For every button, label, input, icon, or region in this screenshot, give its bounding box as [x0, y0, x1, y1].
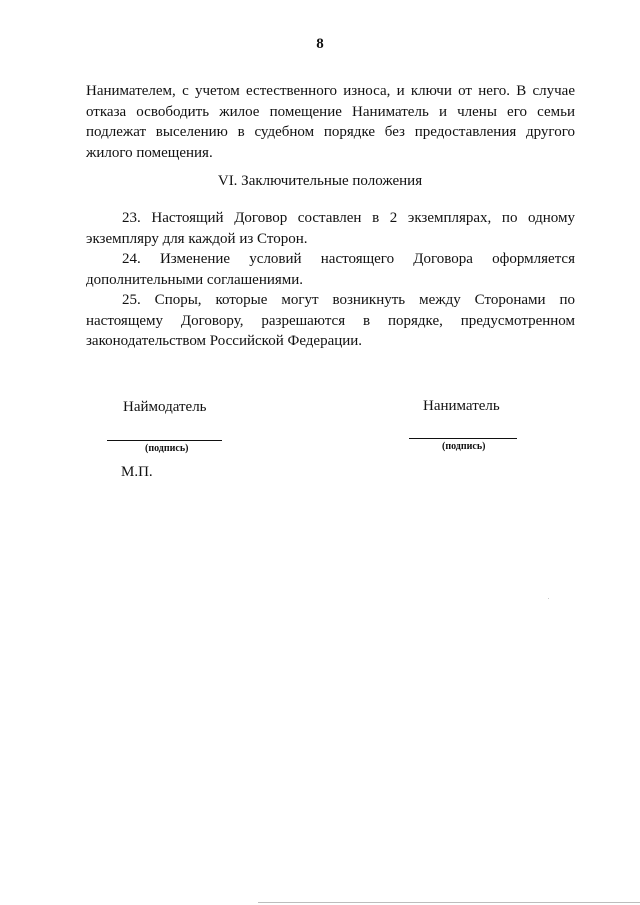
landlord-signature-caption: (подпись): [145, 443, 189, 454]
landlord-signature-line: [107, 440, 222, 441]
tenant-signature-caption: (подпись): [442, 441, 486, 452]
stamp-placeholder: М.П.: [121, 464, 153, 480]
scan-speck: [548, 598, 549, 599]
continuation-paragraph: [86, 81, 575, 163]
clause-24: 24. Изменение условий настоящего Договора оформляется дополнительными соглашениями.: [86, 251, 575, 288]
clauses-list: [86, 208, 575, 352]
scan-edge-line: [258, 902, 640, 903]
section-heading: VI. Заключительные положения: [217, 173, 423, 189]
landlord-label: Наймодатель: [123, 399, 207, 415]
tenant-signature-line: [409, 438, 517, 439]
clause-23: 23. Настоящий Договор составлен в 2 экземплярах, по одному экземпляру для каждой из Сторон.: [86, 210, 575, 247]
tenant-label: Наниматель: [423, 398, 500, 414]
continuation-text: Нанимателем, с учетом естественного износа, и ключи от него. В случае отказа освободить жилое помещение Наниматель и члены его семьи подлежат выселению в судебном порядке без предоставления другого жилого помещения.: [86, 83, 575, 161]
page-number: 8: [316, 36, 324, 52]
clause-25: 25. Споры, которые могут возникнуть между Сторонами по настоящему Договору, разрешаются в порядке, предусмотренном законодательством Российской Федерации.: [86, 292, 575, 349]
